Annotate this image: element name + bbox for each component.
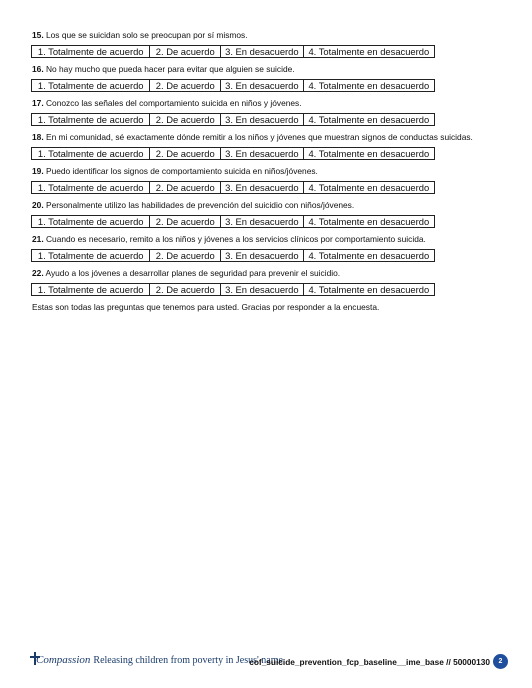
question-text: Conozco las señales del comportamiento suicida en niños y jóvenes. — [45, 98, 302, 108]
answer-option-1[interactable]: 1. Totalmente de acuerdo — [37, 216, 144, 227]
answer-option-2[interactable]: 2. De acuerdo — [149, 148, 220, 159]
compassion-logo — [30, 654, 283, 666]
question-number: 22. — [32, 268, 44, 278]
answer-option-1[interactable]: 1. Totalmente de acuerdo — [37, 46, 144, 57]
question-text: En mi comunidad, sé exactamente dónde remitir a los niños y jóvenes que muestran signos de conductas suicidas. — [45, 132, 473, 142]
answer-option-4[interactable]: 4. Totalmente en desacuerdo — [303, 182, 434, 193]
answer-option-3[interactable]: 3. En desacuerdo — [220, 46, 303, 57]
question-item — [32, 132, 473, 143]
answer-scale — [31, 113, 435, 126]
answer-option-3[interactable]: 3. En desacuerdo — [220, 216, 303, 227]
answer-option-4[interactable]: 4. Totalmente en desacuerdo — [303, 114, 434, 125]
answer-option-2[interactable]: 2. De acuerdo — [149, 114, 220, 125]
question-number: 16. — [32, 64, 44, 74]
answer-option-3[interactable]: 3. En desacuerdo — [220, 80, 303, 91]
question-text: Cuando es necesario, remito a los niños y jóvenes a los servicios clínicos por comportamiento suicida. — [45, 234, 426, 244]
answer-option-1[interactable]: 1. Totalmente de acuerdo — [37, 250, 144, 261]
question-text: Ayudo a los jóvenes a desarrollar planes de seguridad para prevenir el suicidio. — [45, 268, 341, 278]
page-number-badge: 2 — [493, 654, 508, 669]
answer-option-2[interactable]: 2. De acuerdo — [149, 216, 220, 227]
question-number: 17. — [32, 98, 44, 108]
answer-option-2[interactable]: 2. De acuerdo — [149, 182, 220, 193]
question-text: No hay mucho que pueda hacer para evitar que alguien se suicide. — [45, 64, 295, 74]
answer-option-1[interactable]: 1. Totalmente de acuerdo — [37, 182, 144, 193]
answer-option-3[interactable]: 3. En desacuerdo — [220, 250, 303, 261]
answer-option-4[interactable]: 4. Totalmente en desacuerdo — [303, 216, 434, 227]
answer-option-1[interactable]: 1. Totalmente de acuerdo — [37, 284, 144, 295]
answer-scale — [31, 147, 435, 160]
question-text: Puedo identificar los signos de comportamiento suicida en niños/jóvenes. — [45, 166, 318, 176]
answer-option-3[interactable]: 3. En desacuerdo — [220, 114, 303, 125]
question-item — [32, 98, 435, 109]
question-text: Personalmente utilizo las habilidades de prevención del suicidio con niños/jóvenes. — [45, 200, 355, 210]
answer-scale — [31, 79, 435, 92]
logo-tagline: Releasing children from poverty in Jesus' name — [93, 655, 283, 666]
document-id: cof_suicide_prevention_fcp_baseline__ime_base // 50000130 — [249, 657, 490, 667]
question-text: Los que se suicidan solo se preocupan por sí mismos. — [45, 30, 248, 40]
question-item — [32, 268, 435, 279]
answer-option-2[interactable]: 2. De acuerdo — [149, 80, 220, 91]
answer-option-2[interactable]: 2. De acuerdo — [149, 284, 220, 295]
answer-option-4[interactable]: 4. Totalmente en desacuerdo — [303, 80, 434, 91]
question-number: 18. — [32, 132, 44, 142]
question-item — [32, 234, 435, 245]
answer-option-1[interactable]: 1. Totalmente de acuerdo — [37, 114, 144, 125]
question-item — [32, 30, 435, 41]
answer-scale — [31, 283, 435, 296]
answer-option-4[interactable]: 4. Totalmente en desacuerdo — [303, 46, 434, 57]
question-list — [31, 30, 473, 296]
question-number: 20. — [32, 200, 44, 210]
answer-option-4[interactable]: 4. Totalmente en desacuerdo — [303, 250, 434, 261]
question-number: 21. — [32, 234, 44, 244]
answer-option-3[interactable]: 3. En desacuerdo — [220, 148, 303, 159]
answer-option-1[interactable]: 1. Totalmente de acuerdo — [37, 148, 144, 159]
question-item — [32, 64, 435, 75]
answer-scale — [31, 215, 435, 228]
question-number: 15. — [32, 30, 44, 40]
answer-option-1[interactable]: 1. Totalmente de acuerdo — [37, 80, 144, 91]
answer-option-4[interactable]: 4. Totalmente en desacuerdo — [303, 148, 434, 159]
answer-option-2[interactable]: 2. De acuerdo — [149, 46, 220, 57]
answer-option-2[interactable]: 2. De acuerdo — [149, 250, 220, 261]
answer-scale — [31, 45, 435, 58]
question-item — [32, 166, 435, 177]
answer-scale — [31, 181, 435, 194]
page-footer — [30, 652, 508, 674]
logo-wordmark: Compassion — [36, 654, 91, 666]
answer-option-3[interactable]: 3. En desacuerdo — [220, 284, 303, 295]
survey-content — [31, 30, 473, 312]
cross-logo-icon — [30, 652, 40, 665]
answer-option-3[interactable]: 3. En desacuerdo — [220, 182, 303, 193]
closing-text: Estas son todas las preguntas que tenemos para usted. Gracias por responder a la encuesta. — [32, 302, 380, 312]
question-number: 19. — [32, 166, 44, 176]
answer-option-4[interactable]: 4. Totalmente en desacuerdo — [303, 284, 434, 295]
question-item — [32, 200, 435, 211]
answer-scale — [31, 249, 435, 262]
